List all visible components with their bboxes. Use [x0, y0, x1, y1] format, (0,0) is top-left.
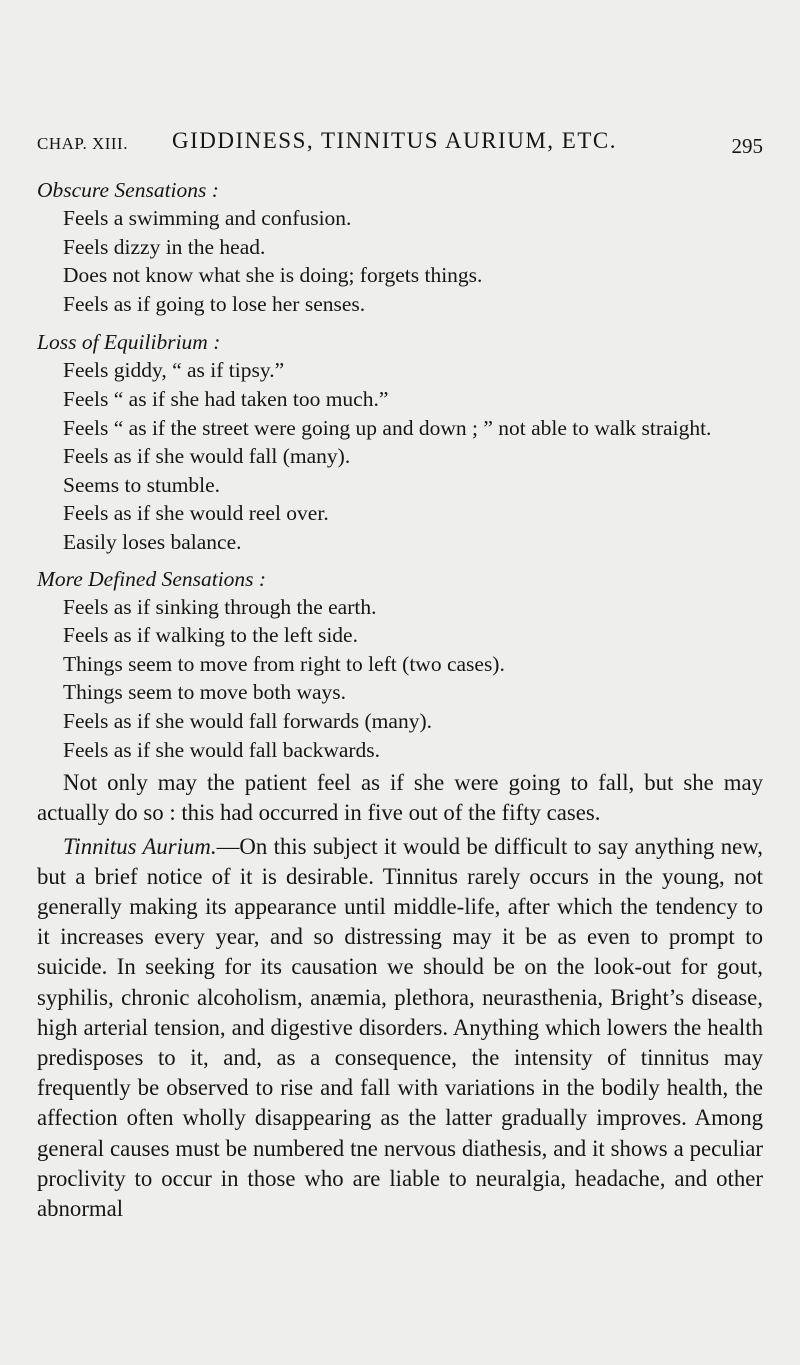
list-item: Things seem to move both ways. [63, 680, 347, 705]
paragraph-lead-term: Tinnitus Aurium. [63, 833, 217, 859]
list-item: Feels “ as if the street were going up and down ; ” not able to walk straight. [63, 415, 712, 440]
paragraph-text: —On this subject it would be difficult to say anything new, but a brief notice of it is desirable. Tinnitus rarely occurs in the young, not generally making its appearance until middle-life, after which the tendency to it increases every year, and so distressing may it be as even to prompt to suicide. In seeking for its causation we should be on the look-out for gout, syphilis, chronic alcoholism, anæmia, plethora, neurasthenia, Bright’s disease, high arterial tension, and digestive disorders. Anything which lowers the health predisposes to it, and, as a consequence, the intensity of tinnitus may frequently be observed to rise and fall with variations in the bodily health, the affection often wholly disappearing as the latter gradually improves. Among general causes must be numbered tne nervous diathesis, and it shows a peculiar proclivity to occur in those who are liable to neuralgia, headache, and other abnormal [37, 833, 763, 1221]
running-title: GIDDINESS, TINNITUS AURIUM, ETC. [172, 128, 617, 153]
list-item: Seems to stumble. [63, 472, 221, 497]
list-item: Feels as if she would fall backwards. [63, 737, 381, 762]
list-item: Feels as if she would reel over. [63, 501, 329, 526]
list-item: Feels as if walking to the left side. [63, 623, 358, 648]
chapter-label: CHAP. XIII. [37, 134, 128, 153]
list-item: Feels as if she would fall forwards (many). [63, 708, 432, 733]
running-header [37, 126, 763, 160]
section-loss-of-equilibrium [37, 328, 763, 556]
section-title: More Defined Sensations : [37, 566, 267, 591]
list-item: Feels giddy, “ as if tipsy.” [63, 358, 285, 383]
list-item: Easily loses balance. [63, 529, 242, 554]
paragraph-tinnitus [37, 832, 763, 1225]
list-item: Feels dizzy in the head. [63, 234, 266, 259]
section-title: Obscure Sensations : [37, 178, 219, 202]
page-body [37, 176, 763, 1224]
section-more-defined-sensations [37, 565, 763, 765]
section-title: Loss of Equilibrium : [37, 330, 221, 355]
list-item: Feels as if she would fall (many). [63, 444, 351, 469]
list-item: Feels as if sinking through the earth. [63, 594, 377, 619]
paragraph-falling: Not only may the patient feel as if she were going to fall, but she may actually do so : this had occurred in five out of the fifty cases. [37, 770, 763, 826]
page-number: 295 [731, 134, 763, 158]
list-item: Feels as if going to lose her senses. [63, 291, 366, 316]
list-item: Things seem to move from right to left (two cases). [63, 651, 505, 676]
list-item: Feels a swimming and confusion. [63, 206, 352, 230]
list-item: Feels “ as if she had taken too much.” [63, 386, 389, 411]
section-obscure-sensations [37, 176, 763, 318]
list-item: Does not know what she is doing; forgets things. [63, 263, 483, 288]
